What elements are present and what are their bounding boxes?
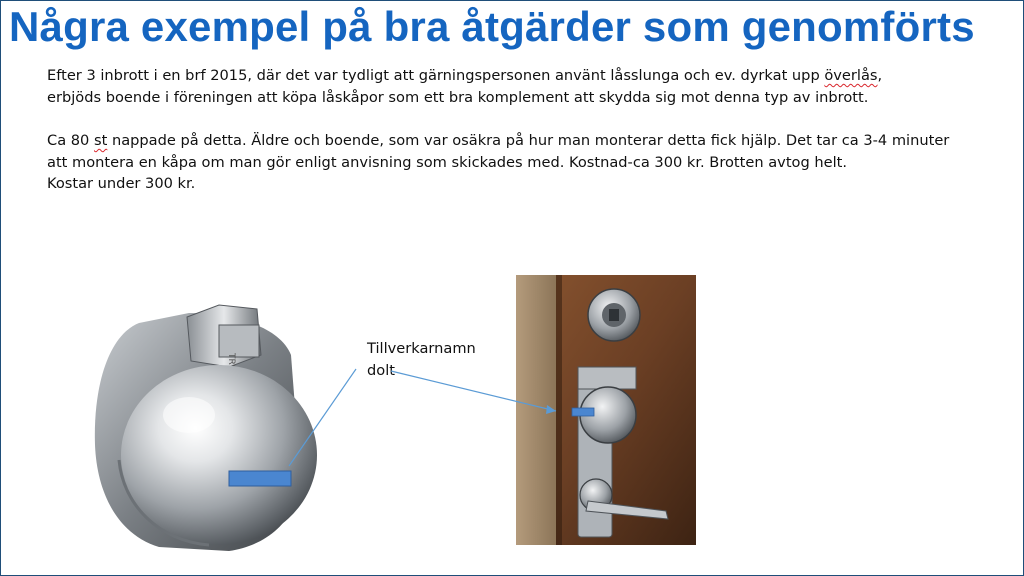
callout-line-1: Tillverkarnamn [367,340,476,357]
paragraph-1-line-1-start: Efter 3 inbrott i en brf 2015, där det var tydligt att gärningspersonen använt låsslunga och ev. dyrkat upp [47,67,825,84]
paragraph-1-line-1-end: , [877,67,883,84]
slide-title: Några exempel på bra åtgärder som genomförts [9,3,975,50]
spellcheck-word-st: st [93,132,108,149]
callout-line-to-lock-cover [289,369,356,466]
paragraph-1-line-2: erbjöds boende i föreningen att köpa låskåpor som ett bra komplement att skydda sig mot denna typ av inbrott. [47,88,869,106]
callout-line-to-door-lock [391,371,556,411]
spellcheck-word-overlas: överlås [824,67,878,84]
callout-arrowhead [546,405,556,414]
callout-line-2: dolt [367,361,395,379]
paragraph-2-line-2: att montera en kåpa om man gör enligt anvisning som skickades med. Kostnad-ca 300 kr. Brotten avtog helt. [47,153,848,171]
paragraph-2-line-1-end: nappade på detta. Äldre och boende, som var osäkra på hur man monterar detta fick hjälp. Det tar ca 3-4 minuter [107,132,950,149]
callout-lines [1,1,1023,575]
paragraph-2-line-3: Kostar under 300 kr. [47,175,196,192]
paragraph-2-line-1-start: Ca 80 [47,132,94,149]
